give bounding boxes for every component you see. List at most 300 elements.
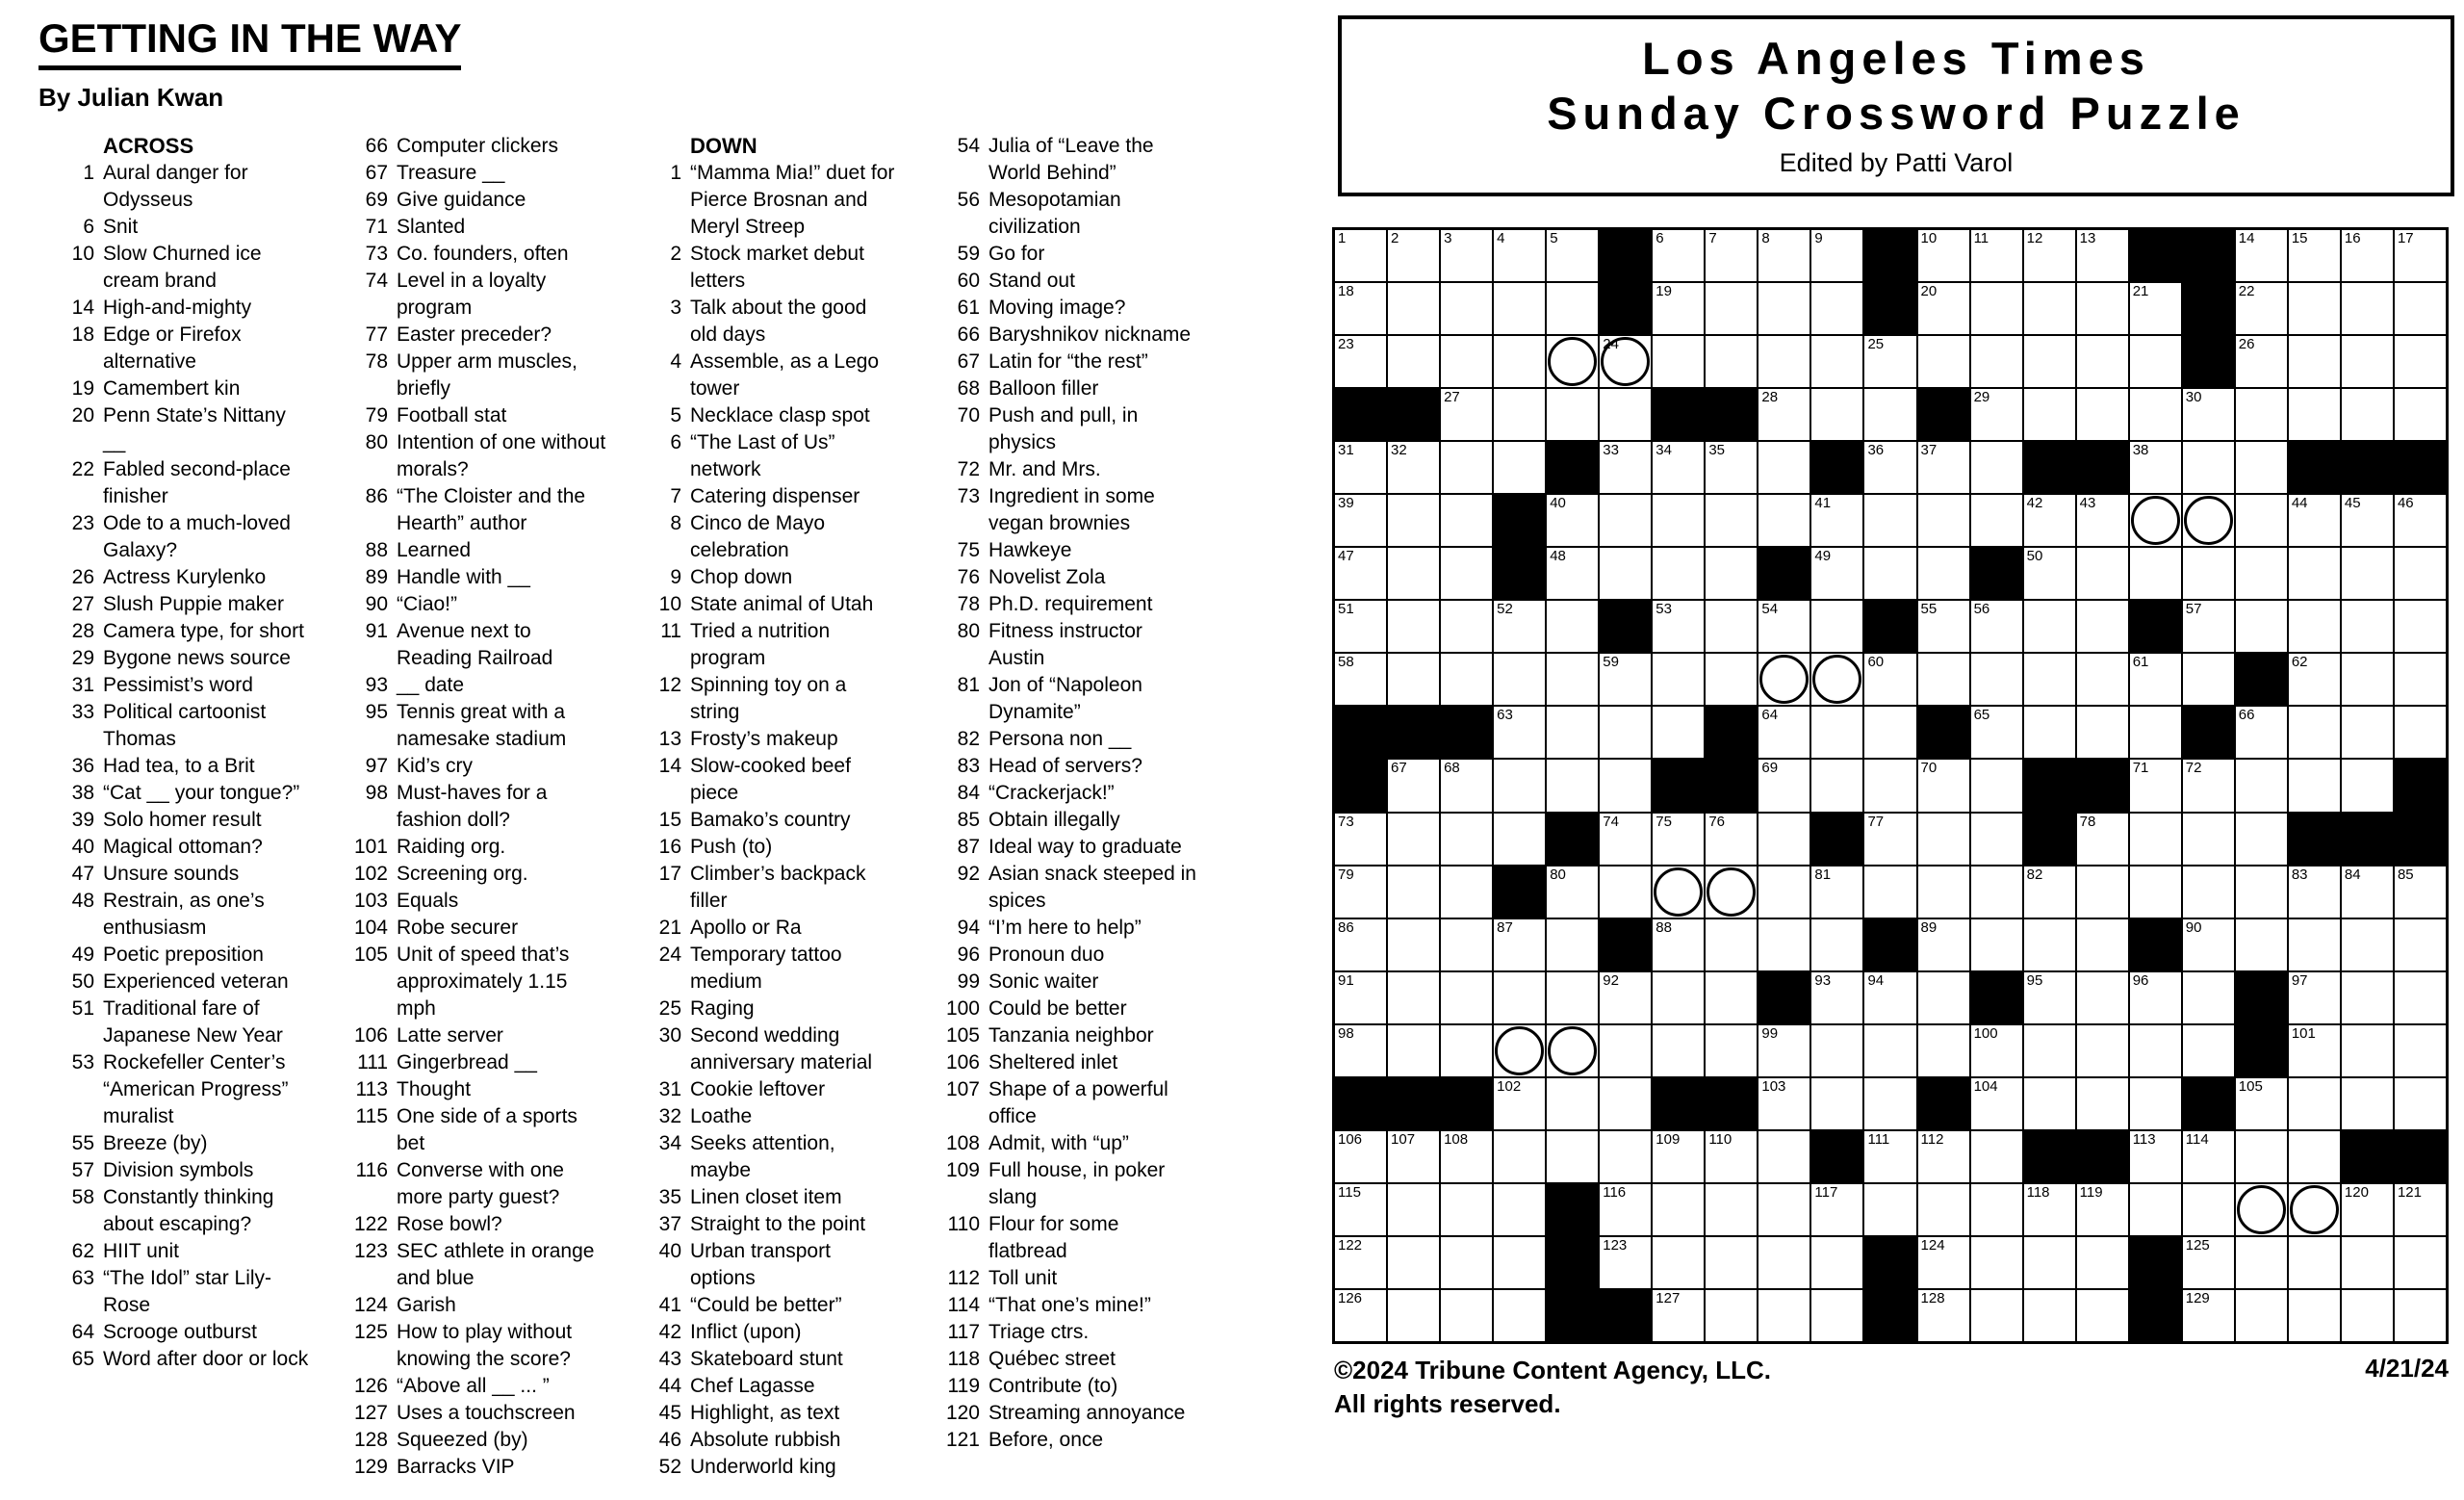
grid-cell-r11c8[interactable]	[1758, 814, 1810, 865]
grid-cell-r8c12[interactable]	[1971, 654, 2022, 705]
grid-cell-r6c0[interactable]	[1335, 548, 1386, 599]
grid-cell-r2c18[interactable]	[2289, 336, 2340, 387]
grid-cell-r6c18[interactable]	[2289, 548, 2340, 599]
grid-cell-r1c20[interactable]	[2395, 283, 2446, 334]
grid-cell-r3c12[interactable]	[1971, 389, 2022, 440]
grid-cell-r20c16[interactable]	[2183, 1290, 2234, 1341]
grid-cell-r10c17[interactable]	[2236, 760, 2287, 811]
grid-cell-r2c2[interactable]	[1441, 336, 1492, 387]
grid-cell-r6c5[interactable]	[1600, 548, 1651, 599]
grid-cell-r17c5[interactable]	[1600, 1131, 1651, 1182]
grid-cell-r9c13[interactable]	[2024, 707, 2075, 758]
grid-cell-r9c9[interactable]	[1811, 707, 1862, 758]
grid-cell-r5c18[interactable]	[2289, 495, 2340, 546]
grid-cell-r0c1[interactable]	[1388, 230, 1439, 281]
grid-cell-r19c2[interactable]	[1441, 1237, 1492, 1288]
grid-cell-r15c15[interactable]	[2130, 1025, 2181, 1076]
grid-cell-r9c18[interactable]	[2289, 707, 2340, 758]
grid-cell-r11c1[interactable]	[1388, 814, 1439, 865]
grid-cell-r8c15[interactable]	[2130, 654, 2181, 705]
grid-cell-r15c0[interactable]	[1335, 1025, 1386, 1076]
grid-cell-r20c3[interactable]	[1494, 1290, 1545, 1341]
grid-cell-r17c18[interactable]	[2289, 1131, 2340, 1182]
grid-cell-r5c16[interactable]	[2183, 495, 2234, 546]
grid-cell-r5c10[interactable]	[1864, 495, 1915, 546]
grid-cell-r14c13[interactable]	[2024, 972, 2075, 1023]
grid-cell-r7c13[interactable]	[2024, 601, 2075, 652]
grid-cell-r8c5[interactable]	[1600, 654, 1651, 705]
grid-cell-r16c13[interactable]	[2024, 1078, 2075, 1129]
grid-cell-r2c0[interactable]	[1335, 336, 1386, 387]
grid-cell-r19c9[interactable]	[1811, 1237, 1862, 1288]
grid-cell-r7c9[interactable]	[1811, 601, 1862, 652]
grid-cell-r12c16[interactable]	[2183, 866, 2234, 918]
grid-cell-r6c14[interactable]	[2077, 548, 2128, 599]
grid-cell-r1c8[interactable]	[1758, 283, 1810, 334]
grid-cell-r18c8[interactable]	[1758, 1184, 1810, 1235]
grid-cell-r20c14[interactable]	[2077, 1290, 2128, 1341]
grid-cell-r2c6[interactable]	[1653, 336, 1704, 387]
grid-cell-r13c6[interactable]	[1653, 919, 1704, 970]
grid-cell-r8c19[interactable]	[2342, 654, 2393, 705]
grid-cell-r13c16[interactable]	[2183, 919, 2234, 970]
grid-cell-r7c18[interactable]	[2289, 601, 2340, 652]
grid-cell-r4c15[interactable]	[2130, 442, 2181, 493]
grid-cell-r4c6[interactable]	[1653, 442, 1704, 493]
grid-cell-r18c20[interactable]	[2395, 1184, 2446, 1235]
grid-cell-r1c7[interactable]	[1706, 283, 1757, 334]
grid-cell-r20c9[interactable]	[1811, 1290, 1862, 1341]
grid-cell-r19c12[interactable]	[1971, 1237, 2022, 1288]
grid-cell-r2c10[interactable]	[1864, 336, 1915, 387]
grid-cell-r11c16[interactable]	[2183, 814, 2234, 865]
grid-cell-r20c1[interactable]	[1388, 1290, 1439, 1341]
grid-cell-r20c13[interactable]	[2024, 1290, 2075, 1341]
grid-cell-r4c12[interactable]	[1971, 442, 2022, 493]
grid-cell-r17c6[interactable]	[1653, 1131, 1704, 1182]
grid-cell-r6c1[interactable]	[1388, 548, 1439, 599]
grid-cell-r16c5[interactable]	[1600, 1078, 1651, 1129]
grid-cell-r5c4[interactable]	[1547, 495, 1598, 546]
grid-cell-r5c7[interactable]	[1706, 495, 1757, 546]
grid-cell-r11c2[interactable]	[1441, 814, 1492, 865]
grid-cell-r12c5[interactable]	[1600, 866, 1651, 918]
grid-cell-r9c8[interactable]	[1758, 707, 1810, 758]
grid-cell-r8c9[interactable]	[1811, 654, 1862, 705]
grid-cell-r19c7[interactable]	[1706, 1237, 1757, 1288]
grid-cell-r18c1[interactable]	[1388, 1184, 1439, 1235]
grid-cell-r12c1[interactable]	[1388, 866, 1439, 918]
grid-cell-r13c18[interactable]	[2289, 919, 2340, 970]
grid-cell-r2c17[interactable]	[2236, 336, 2287, 387]
grid-cell-r13c3[interactable]	[1494, 919, 1545, 970]
grid-cell-r15c1[interactable]	[1388, 1025, 1439, 1076]
grid-cell-r8c4[interactable]	[1547, 654, 1598, 705]
grid-cell-r15c16[interactable]	[2183, 1025, 2234, 1076]
grid-cell-r18c3[interactable]	[1494, 1184, 1545, 1235]
grid-cell-r18c7[interactable]	[1706, 1184, 1757, 1235]
grid-cell-r16c12[interactable]	[1971, 1078, 2022, 1129]
grid-cell-r13c20[interactable]	[2395, 919, 2446, 970]
grid-cell-r17c12[interactable]	[1971, 1131, 2022, 1182]
grid-cell-r5c19[interactable]	[2342, 495, 2393, 546]
grid-cell-r15c2[interactable]	[1441, 1025, 1492, 1076]
grid-cell-r7c12[interactable]	[1971, 601, 2022, 652]
grid-cell-r14c2[interactable]	[1441, 972, 1492, 1023]
grid-cell-r15c10[interactable]	[1864, 1025, 1915, 1076]
grid-cell-r15c7[interactable]	[1706, 1025, 1757, 1076]
grid-cell-r3c8[interactable]	[1758, 389, 1810, 440]
grid-cell-r7c8[interactable]	[1758, 601, 1810, 652]
grid-cell-r15c3[interactable]	[1494, 1025, 1545, 1076]
grid-cell-r19c19[interactable]	[2342, 1237, 2393, 1288]
grid-cell-r19c8[interactable]	[1758, 1237, 1810, 1288]
grid-cell-r11c12[interactable]	[1971, 814, 2022, 865]
grid-cell-r4c17[interactable]	[2236, 442, 2287, 493]
grid-cell-r13c4[interactable]	[1547, 919, 1598, 970]
grid-cell-r14c3[interactable]	[1494, 972, 1545, 1023]
grid-cell-r1c11[interactable]	[1918, 283, 1969, 334]
grid-cell-r18c13[interactable]	[2024, 1184, 2075, 1235]
grid-cell-r17c4[interactable]	[1547, 1131, 1598, 1182]
grid-cell-r12c19[interactable]	[2342, 866, 2393, 918]
grid-cell-r20c2[interactable]	[1441, 1290, 1492, 1341]
grid-cell-r4c2[interactable]	[1441, 442, 1492, 493]
grid-cell-r15c4[interactable]	[1547, 1025, 1598, 1076]
grid-cell-r14c5[interactable]	[1600, 972, 1651, 1023]
grid-cell-r14c7[interactable]	[1706, 972, 1757, 1023]
grid-cell-r10c2[interactable]	[1441, 760, 1492, 811]
grid-cell-r12c17[interactable]	[2236, 866, 2287, 918]
grid-cell-r6c4[interactable]	[1547, 548, 1598, 599]
grid-cell-r7c17[interactable]	[2236, 601, 2287, 652]
grid-cell-r18c6[interactable]	[1653, 1184, 1704, 1235]
grid-cell-r9c17[interactable]	[2236, 707, 2287, 758]
grid-cell-r14c16[interactable]	[2183, 972, 2234, 1023]
grid-cell-r7c2[interactable]	[1441, 601, 1492, 652]
grid-cell-r1c13[interactable]	[2024, 283, 2075, 334]
grid-cell-r10c19[interactable]	[2342, 760, 2393, 811]
grid-cell-r16c14[interactable]	[2077, 1078, 2128, 1129]
grid-cell-r4c7[interactable]	[1706, 442, 1757, 493]
grid-cell-r7c7[interactable]	[1706, 601, 1757, 652]
grid-cell-r0c2[interactable]	[1441, 230, 1492, 281]
grid-cell-r20c11[interactable]	[1918, 1290, 1969, 1341]
grid-cell-r9c12[interactable]	[1971, 707, 2022, 758]
grid-cell-r14c20[interactable]	[2395, 972, 2446, 1023]
grid-cell-r13c12[interactable]	[1971, 919, 2022, 970]
grid-cell-r18c0[interactable]	[1335, 1184, 1386, 1235]
grid-cell-r16c10[interactable]	[1864, 1078, 1915, 1129]
grid-cell-r7c4[interactable]	[1547, 601, 1598, 652]
grid-cell-r6c2[interactable]	[1441, 548, 1492, 599]
grid-cell-r10c9[interactable]	[1811, 760, 1862, 811]
grid-cell-r8c6[interactable]	[1653, 654, 1704, 705]
grid-cell-r19c6[interactable]	[1653, 1237, 1704, 1288]
grid-cell-r0c13[interactable]	[2024, 230, 2075, 281]
grid-cell-r7c16[interactable]	[2183, 601, 2234, 652]
grid-cell-r0c11[interactable]	[1918, 230, 1969, 281]
grid-cell-r17c2[interactable]	[1441, 1131, 1492, 1182]
grid-cell-r20c0[interactable]	[1335, 1290, 1386, 1341]
grid-cell-r1c1[interactable]	[1388, 283, 1439, 334]
grid-cell-r12c0[interactable]	[1335, 866, 1386, 918]
grid-cell-r2c7[interactable]	[1706, 336, 1757, 387]
grid-cell-r19c14[interactable]	[2077, 1237, 2128, 1288]
grid-cell-r8c13[interactable]	[2024, 654, 2075, 705]
grid-cell-r6c7[interactable]	[1706, 548, 1757, 599]
grid-cell-r18c15[interactable]	[2130, 1184, 2181, 1235]
grid-cell-r6c15[interactable]	[2130, 548, 2181, 599]
grid-cell-r7c6[interactable]	[1653, 601, 1704, 652]
grid-cell-r12c9[interactable]	[1811, 866, 1862, 918]
grid-cell-r6c20[interactable]	[2395, 548, 2446, 599]
grid-cell-r1c9[interactable]	[1811, 283, 1862, 334]
grid-cell-r10c8[interactable]	[1758, 760, 1810, 811]
grid-cell-r18c2[interactable]	[1441, 1184, 1492, 1235]
grid-cell-r20c6[interactable]	[1653, 1290, 1704, 1341]
grid-cell-r3c17[interactable]	[2236, 389, 2287, 440]
grid-cell-r12c10[interactable]	[1864, 866, 1915, 918]
grid-cell-r5c6[interactable]	[1653, 495, 1704, 546]
grid-cell-r0c12[interactable]	[1971, 230, 2022, 281]
grid-cell-r10c16[interactable]	[2183, 760, 2234, 811]
grid-cell-r8c3[interactable]	[1494, 654, 1545, 705]
grid-cell-r12c14[interactable]	[2077, 866, 2128, 918]
grid-cell-r0c8[interactable]	[1758, 230, 1810, 281]
grid-cell-r8c1[interactable]	[1388, 654, 1439, 705]
grid-cell-r14c18[interactable]	[2289, 972, 2340, 1023]
grid-cell-r8c11[interactable]	[1918, 654, 1969, 705]
grid-cell-r17c11[interactable]	[1918, 1131, 1969, 1182]
grid-cell-r8c14[interactable]	[2077, 654, 2128, 705]
grid-cell-r5c11[interactable]	[1918, 495, 1969, 546]
grid-cell-r19c16[interactable]	[2183, 1237, 2234, 1288]
grid-cell-r14c19[interactable]	[2342, 972, 2393, 1023]
grid-cell-r11c11[interactable]	[1918, 814, 1969, 865]
grid-cell-r10c12[interactable]	[1971, 760, 2022, 811]
grid-cell-r20c19[interactable]	[2342, 1290, 2393, 1341]
grid-cell-r18c5[interactable]	[1600, 1184, 1651, 1235]
grid-cell-r9c14[interactable]	[2077, 707, 2128, 758]
grid-cell-r3c2[interactable]	[1441, 389, 1492, 440]
grid-cell-r18c11[interactable]	[1918, 1184, 1969, 1235]
grid-cell-r19c5[interactable]	[1600, 1237, 1651, 1288]
grid-cell-r2c20[interactable]	[2395, 336, 2446, 387]
grid-cell-r14c6[interactable]	[1653, 972, 1704, 1023]
grid-cell-r3c19[interactable]	[2342, 389, 2393, 440]
grid-cell-r2c12[interactable]	[1971, 336, 2022, 387]
grid-cell-r8c2[interactable]	[1441, 654, 1492, 705]
grid-cell-r18c10[interactable]	[1864, 1184, 1915, 1235]
grid-cell-r1c4[interactable]	[1547, 283, 1598, 334]
grid-cell-r3c15[interactable]	[2130, 389, 2181, 440]
grid-cell-r12c13[interactable]	[2024, 866, 2075, 918]
grid-cell-r2c13[interactable]	[2024, 336, 2075, 387]
grid-cell-r10c3[interactable]	[1494, 760, 1545, 811]
grid-cell-r0c19[interactable]	[2342, 230, 2393, 281]
grid-cell-r13c2[interactable]	[1441, 919, 1492, 970]
grid-cell-r18c19[interactable]	[2342, 1184, 2393, 1235]
grid-cell-r9c6[interactable]	[1653, 707, 1704, 758]
grid-cell-r2c4[interactable]	[1547, 336, 1598, 387]
grid-cell-r15c14[interactable]	[2077, 1025, 2128, 1076]
grid-cell-r0c3[interactable]	[1494, 230, 1545, 281]
grid-cell-r20c8[interactable]	[1758, 1290, 1810, 1341]
grid-cell-r4c10[interactable]	[1864, 442, 1915, 493]
grid-cell-r16c17[interactable]	[2236, 1078, 2287, 1129]
grid-cell-r17c1[interactable]	[1388, 1131, 1439, 1182]
grid-cell-r2c19[interactable]	[2342, 336, 2393, 387]
grid-cell-r19c3[interactable]	[1494, 1237, 1545, 1288]
grid-cell-r0c18[interactable]	[2289, 230, 2340, 281]
grid-cell-r7c3[interactable]	[1494, 601, 1545, 652]
grid-cell-r3c4[interactable]	[1547, 389, 1598, 440]
grid-cell-r12c8[interactable]	[1758, 866, 1810, 918]
grid-cell-r14c4[interactable]	[1547, 972, 1598, 1023]
grid-cell-r8c0[interactable]	[1335, 654, 1386, 705]
grid-cell-r0c20[interactable]	[2395, 230, 2446, 281]
grid-cell-r10c15[interactable]	[2130, 760, 2181, 811]
grid-cell-r1c15[interactable]	[2130, 283, 2181, 334]
grid-cell-r13c8[interactable]	[1758, 919, 1810, 970]
grid-cell-r16c15[interactable]	[2130, 1078, 2181, 1129]
grid-cell-r12c18[interactable]	[2289, 866, 2340, 918]
grid-cell-r4c3[interactable]	[1494, 442, 1545, 493]
grid-cell-r4c1[interactable]	[1388, 442, 1439, 493]
grid-cell-r5c5[interactable]	[1600, 495, 1651, 546]
grid-cell-r10c4[interactable]	[1547, 760, 1598, 811]
grid-cell-r1c18[interactable]	[2289, 283, 2340, 334]
grid-cell-r20c7[interactable]	[1706, 1290, 1757, 1341]
grid-cell-r5c9[interactable]	[1811, 495, 1862, 546]
grid-cell-r7c19[interactable]	[2342, 601, 2393, 652]
grid-cell-r6c17[interactable]	[2236, 548, 2287, 599]
grid-cell-r0c0[interactable]	[1335, 230, 1386, 281]
grid-cell-r10c10[interactable]	[1864, 760, 1915, 811]
grid-cell-r12c4[interactable]	[1547, 866, 1598, 918]
grid-cell-r16c4[interactable]	[1547, 1078, 1598, 1129]
grid-cell-r17c10[interactable]	[1864, 1131, 1915, 1182]
grid-cell-r15c11[interactable]	[1918, 1025, 1969, 1076]
grid-cell-r16c20[interactable]	[2395, 1078, 2446, 1129]
grid-cell-r14c0[interactable]	[1335, 972, 1386, 1023]
grid-cell-r4c16[interactable]	[2183, 442, 2234, 493]
grid-cell-r1c0[interactable]	[1335, 283, 1386, 334]
grid-cell-r14c1[interactable]	[1388, 972, 1439, 1023]
grid-cell-r1c14[interactable]	[2077, 283, 2128, 334]
grid-cell-r2c9[interactable]	[1811, 336, 1862, 387]
grid-cell-r5c13[interactable]	[2024, 495, 2075, 546]
grid-cell-r13c19[interactable]	[2342, 919, 2393, 970]
grid-cell-r0c9[interactable]	[1811, 230, 1862, 281]
grid-cell-r15c19[interactable]	[2342, 1025, 2393, 1076]
grid-cell-r3c3[interactable]	[1494, 389, 1545, 440]
grid-cell-r3c13[interactable]	[2024, 389, 2075, 440]
grid-cell-r17c15[interactable]	[2130, 1131, 2181, 1182]
grid-cell-r12c20[interactable]	[2395, 866, 2446, 918]
grid-cell-r17c17[interactable]	[2236, 1131, 2287, 1182]
grid-cell-r6c13[interactable]	[2024, 548, 2075, 599]
grid-cell-r11c7[interactable]	[1706, 814, 1757, 865]
grid-cell-r12c7[interactable]	[1706, 866, 1757, 918]
grid-cell-r13c1[interactable]	[1388, 919, 1439, 970]
grid-cell-r9c10[interactable]	[1864, 707, 1915, 758]
grid-cell-r16c8[interactable]	[1758, 1078, 1810, 1129]
grid-cell-r12c2[interactable]	[1441, 866, 1492, 918]
grid-cell-r0c14[interactable]	[2077, 230, 2128, 281]
grid-cell-r19c20[interactable]	[2395, 1237, 2446, 1288]
grid-cell-r15c12[interactable]	[1971, 1025, 2022, 1076]
grid-cell-r18c18[interactable]	[2289, 1184, 2340, 1235]
grid-cell-r0c17[interactable]	[2236, 230, 2287, 281]
grid-cell-r13c7[interactable]	[1706, 919, 1757, 970]
grid-cell-r12c12[interactable]	[1971, 866, 2022, 918]
grid-cell-r14c14[interactable]	[2077, 972, 2128, 1023]
grid-cell-r9c20[interactable]	[2395, 707, 2446, 758]
grid-cell-r17c3[interactable]	[1494, 1131, 1545, 1182]
grid-cell-r15c9[interactable]	[1811, 1025, 1862, 1076]
grid-cell-r13c11[interactable]	[1918, 919, 1969, 970]
grid-cell-r3c20[interactable]	[2395, 389, 2446, 440]
grid-cell-r16c3[interactable]	[1494, 1078, 1545, 1129]
grid-cell-r2c3[interactable]	[1494, 336, 1545, 387]
grid-cell-r12c11[interactable]	[1918, 866, 1969, 918]
grid-cell-r10c5[interactable]	[1600, 760, 1651, 811]
grid-cell-r7c11[interactable]	[1918, 601, 1969, 652]
grid-cell-r19c17[interactable]	[2236, 1237, 2287, 1288]
grid-cell-r5c1[interactable]	[1388, 495, 1439, 546]
grid-cell-r6c9[interactable]	[1811, 548, 1862, 599]
grid-cell-r11c3[interactable]	[1494, 814, 1545, 865]
grid-cell-r13c17[interactable]	[2236, 919, 2287, 970]
grid-cell-r11c5[interactable]	[1600, 814, 1651, 865]
grid-cell-r5c8[interactable]	[1758, 495, 1810, 546]
grid-cell-r6c16[interactable]	[2183, 548, 2234, 599]
grid-cell-r9c5[interactable]	[1600, 707, 1651, 758]
grid-cell-r18c16[interactable]	[2183, 1184, 2234, 1235]
grid-cell-r11c15[interactable]	[2130, 814, 2181, 865]
grid-cell-r12c6[interactable]	[1653, 866, 1704, 918]
grid-cell-r14c11[interactable]	[1918, 972, 1969, 1023]
grid-cell-r14c15[interactable]	[2130, 972, 2181, 1023]
grid-cell-r10c11[interactable]	[1918, 760, 1969, 811]
grid-cell-r5c15[interactable]	[2130, 495, 2181, 546]
grid-cell-r0c4[interactable]	[1547, 230, 1598, 281]
grid-cell-r2c11[interactable]	[1918, 336, 1969, 387]
grid-cell-r13c14[interactable]	[2077, 919, 2128, 970]
grid-cell-r4c11[interactable]	[1918, 442, 1969, 493]
grid-cell-r14c9[interactable]	[1811, 972, 1862, 1023]
grid-cell-r11c0[interactable]	[1335, 814, 1386, 865]
grid-cell-r20c12[interactable]	[1971, 1290, 2022, 1341]
grid-cell-r9c3[interactable]	[1494, 707, 1545, 758]
grid-cell-r11c14[interactable]	[2077, 814, 2128, 865]
grid-cell-r20c18[interactable]	[2289, 1290, 2340, 1341]
grid-cell-r1c12[interactable]	[1971, 283, 2022, 334]
grid-cell-r6c10[interactable]	[1864, 548, 1915, 599]
grid-cell-r18c17[interactable]	[2236, 1184, 2287, 1235]
grid-cell-r19c0[interactable]	[1335, 1237, 1386, 1288]
grid-cell-r12c15[interactable]	[2130, 866, 2181, 918]
grid-cell-r5c12[interactable]	[1971, 495, 2022, 546]
grid-cell-r5c0[interactable]	[1335, 495, 1386, 546]
grid-cell-r9c19[interactable]	[2342, 707, 2393, 758]
grid-cell-r3c10[interactable]	[1864, 389, 1915, 440]
grid-cell-r2c15[interactable]	[2130, 336, 2181, 387]
grid-cell-r1c2[interactable]	[1441, 283, 1492, 334]
grid-cell-r15c6[interactable]	[1653, 1025, 1704, 1076]
